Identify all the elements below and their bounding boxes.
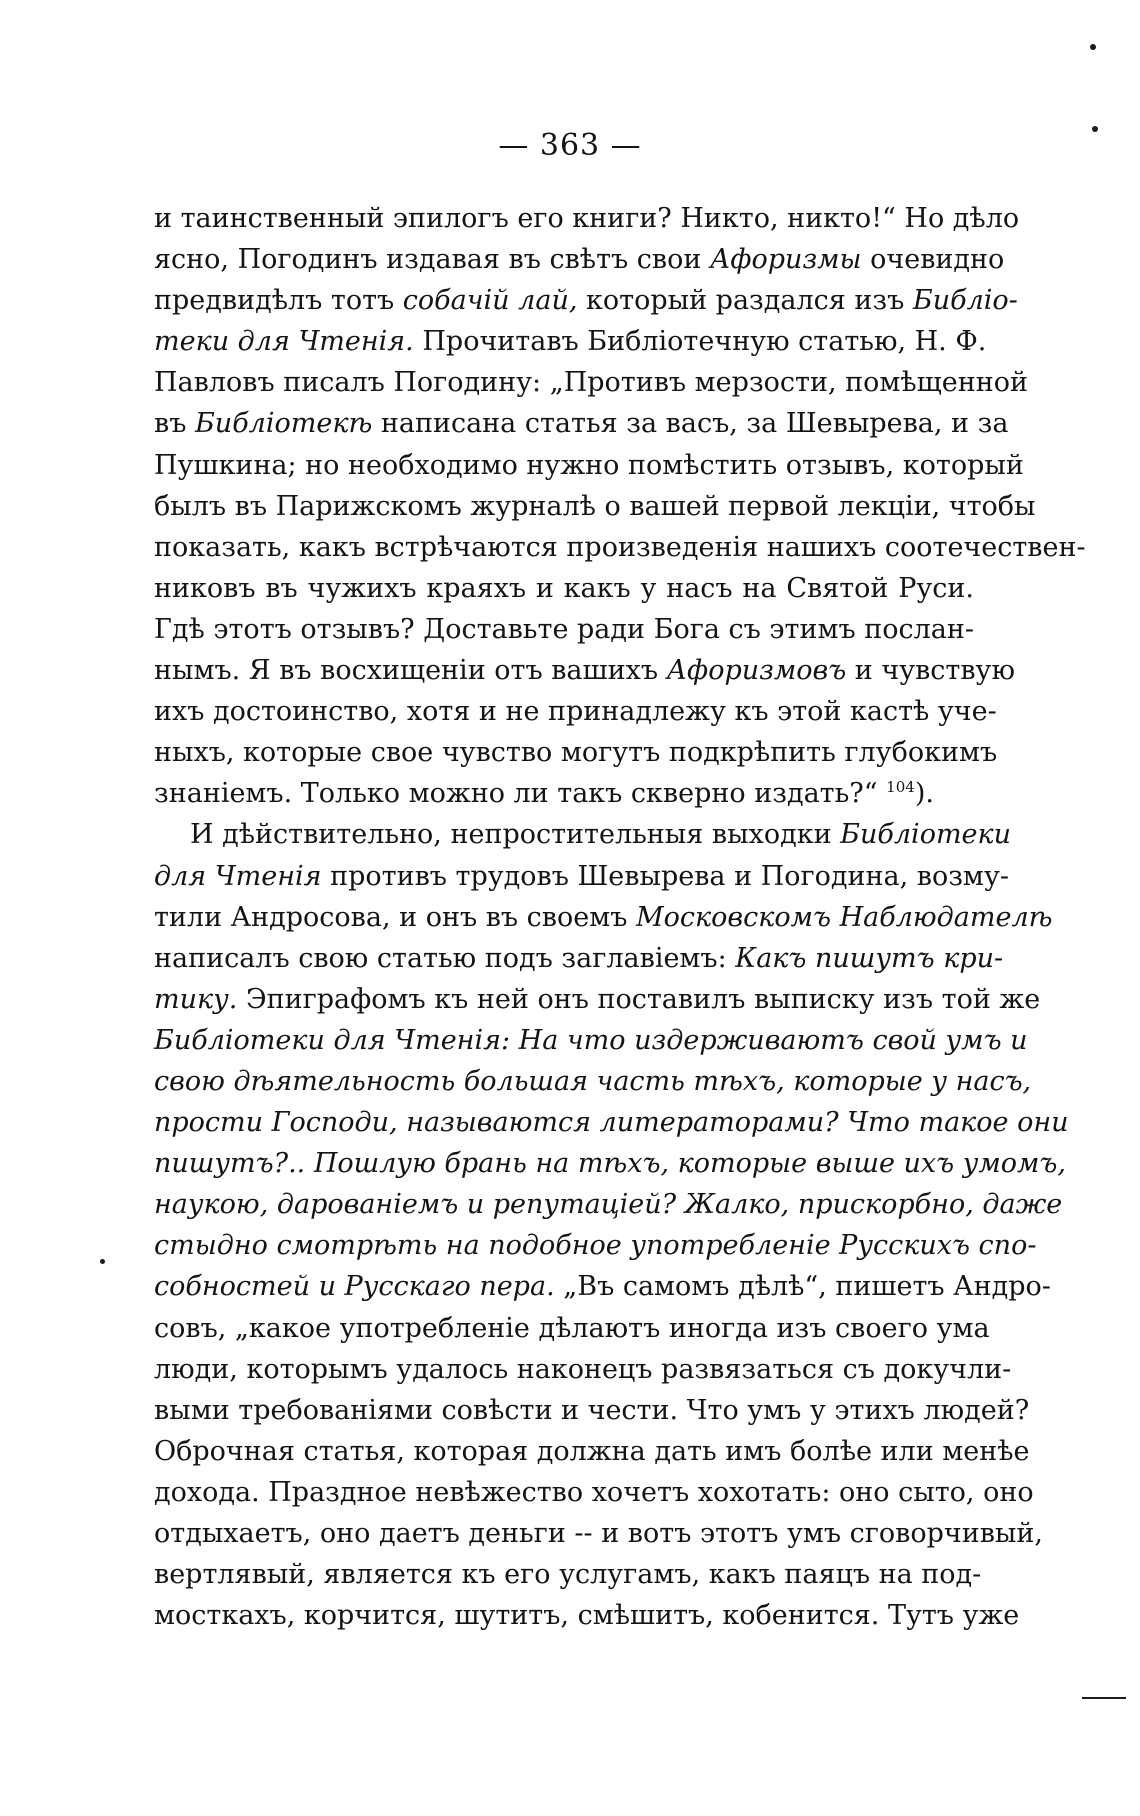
text-segment: отдыхаетъ, оно даетъ деньги -- и вотъ этотъ умъ сговорчивый,: [154, 1518, 1043, 1549]
margin-mark: [1090, 44, 1096, 50]
text-segment: Прочитавъ Библіотечную статью, Н. Ф.: [413, 326, 987, 358]
text-segment: и таинственный эпилогъ его книги? Никто, никто!“ Но дѣло: [154, 203, 1020, 234]
text-line: [154, 1225, 1037, 1266]
text-segment: нымъ. Я въ восхищеніи отъ вашихъ: [154, 655, 667, 687]
text-line: [154, 445, 1024, 486]
text-line: [154, 1390, 1030, 1431]
text-segment: ихъ достоинство, хотя и не принадлежу къ этой кастѣ уче-: [154, 696, 997, 728]
text-line: [154, 1020, 1028, 1061]
paragraph: [154, 814, 1069, 1636]
text-line: [154, 979, 1041, 1020]
text-segment: Пушкина; но необходимо нужно помѣстить отзывъ, который: [154, 449, 1024, 481]
text-segment: который раздался изъ: [577, 285, 913, 317]
text-line: [154, 239, 1005, 280]
italic-text: Афоризмовъ: [666, 655, 847, 687]
text-segment: Оброчная статья, которая должна дать имъ болѣе или менѣе: [154, 1435, 1030, 1467]
text-line: [154, 362, 1029, 403]
text-segment: люди, которымъ удалось наконецъ развязаться съ докучли-: [154, 1353, 1012, 1385]
text-segment: Павловъ писалъ Погодину: „Противъ мерзости, помѣщенной: [154, 367, 1029, 399]
text-line: [154, 1184, 1063, 1225]
body-text: [154, 198, 1086, 1636]
paragraph: [154, 198, 1086, 814]
text-line: [154, 568, 974, 609]
text-line: [154, 1431, 1030, 1472]
italic-text: Московскомъ Наблюдателѣ: [635, 901, 1053, 933]
italic-text: Афоризмы: [709, 244, 862, 276]
italic-text: стыдно смотрѣть на подобное употребленіе Русскихъ спо-: [154, 1230, 1037, 1262]
text-segment: совъ, „какое употребленіе дѣлаютъ иногда изъ своего ума: [154, 1312, 990, 1344]
text-line: [154, 691, 997, 732]
text-segment: противъ трудовъ Шевырева и Погодина, возму-: [321, 860, 1009, 892]
text-line: [154, 1308, 990, 1349]
italic-text: для Чтенія: [154, 860, 322, 892]
text-segment: „Въ самомъ дѣлѣ“, пишетъ Андро-: [554, 1271, 1051, 1303]
text-segment: выми требованіями совѣсти и чести. Что умъ у этихъ людей?: [154, 1394, 1030, 1426]
text-line: [154, 938, 1004, 979]
text-segment: написана статья за васъ, за Шевырева, и за: [372, 408, 1009, 440]
text-line: [154, 1513, 1043, 1554]
text-line: [154, 321, 987, 362]
text-segment: дохода. Праздное невѣжество хочетъ хохотать: оно сыто, оно: [154, 1476, 1034, 1508]
text-line: [154, 1102, 1069, 1143]
text-line: [154, 1472, 1034, 1513]
page-number: — 363 —: [498, 128, 642, 163]
text-segment: предвидѣлъ тотъ: [154, 285, 403, 317]
text-segment: ).: [914, 778, 934, 810]
text-segment: и чувствую: [846, 655, 1015, 687]
text-segment: никовъ въ чужихъ краяхъ и какъ у насъ на Святой Руси.: [154, 572, 974, 604]
italic-text: прости Господи, называются литераторами? Что такое они: [154, 1107, 1069, 1139]
italic-text: Библіотеки для Чтенія: На что издерживаютъ свой умъ и: [154, 1024, 1028, 1056]
italic-text: Библіотеки: [840, 819, 1012, 851]
text-line: [154, 897, 1053, 938]
italic-text: собачій лай,: [402, 285, 578, 317]
text-segment: Эпиграфомъ къ ней онъ поставилъ выписку изъ той же: [237, 983, 1041, 1015]
text-line: [154, 773, 974, 814]
italic-text: Какъ пишутъ кри-: [735, 942, 1004, 974]
text-line: [154, 650, 1015, 691]
margin-mark: [1092, 126, 1098, 132]
footnote-reference: 104: [886, 778, 915, 797]
text-line: [154, 403, 1009, 444]
text-segment: знаніемъ. Только можно ли такъ скверно издать?“: [154, 778, 887, 810]
text-line: [154, 1143, 1067, 1184]
text-line: [154, 814, 1012, 855]
text-segment: мосткахъ, корчится, шутитъ, смѣшитъ, кобенится. Тутъ уже: [154, 1600, 1020, 1632]
text-segment: ясно, Погодинъ издавая въ свѣтъ свои: [154, 244, 710, 276]
text-line: [154, 280, 1018, 321]
italic-text: свою дѣятельность большая часть тѣхъ, которые у насъ,: [154, 1065, 1032, 1097]
text-segment: былъ въ Парижскомъ журналѣ о вашей первой лекціи, чтобы: [154, 490, 1036, 522]
text-line: [154, 1349, 1012, 1390]
text-line: [154, 1266, 1051, 1307]
text-line: [154, 198, 1020, 239]
text-segment: вертлявый, является къ его услугамъ, какъ паяцъ на под-: [154, 1559, 982, 1591]
italic-text: собностей и Русскаго пера.: [154, 1271, 555, 1303]
text-line: [154, 1595, 1020, 1636]
text-line: [154, 486, 1036, 527]
text-segment: показать, какъ встрѣчаются произведенія нашихъ соотечествен-: [154, 531, 1086, 563]
text-line: [154, 527, 1086, 568]
italic-text: теки для Чтенія.: [154, 326, 414, 358]
text-segment: тили Андросова, и онъ въ своемъ: [154, 901, 636, 933]
text-segment: Гдѣ этотъ отзывъ? Доставьте ради Бога съ этимъ послан-: [154, 613, 974, 645]
text-line: [154, 856, 1009, 897]
text-segment: ныхъ, которые свое чувство могутъ подкрѣпить глубокимъ: [154, 737, 998, 769]
text-line: [154, 1554, 982, 1595]
margin-mark: [100, 1259, 105, 1264]
text-segment: очевидно: [861, 244, 1005, 276]
text-segment: написалъ свою статью подъ заглавіемъ:: [154, 942, 736, 974]
margin-mark: [1082, 1697, 1126, 1699]
italic-text: пишутъ?.. Пошлую брань на тѣхъ, которые выше ихъ умомъ,: [154, 1148, 1067, 1180]
text-segment: въ: [154, 408, 195, 440]
text-line: [154, 609, 974, 650]
italic-text: Библіо-: [912, 285, 1018, 317]
italic-text: тику.: [154, 983, 238, 1015]
text-line: [154, 1061, 1032, 1102]
text-segment: И дѣйствительно, непростительныя выходки: [190, 819, 841, 851]
text-line: [154, 732, 998, 773]
italic-text: наукою, дарованіемъ и репутаціей? Жалко, прискорбно, даже: [154, 1189, 1063, 1221]
italic-text: Библіотекѣ: [194, 408, 373, 440]
